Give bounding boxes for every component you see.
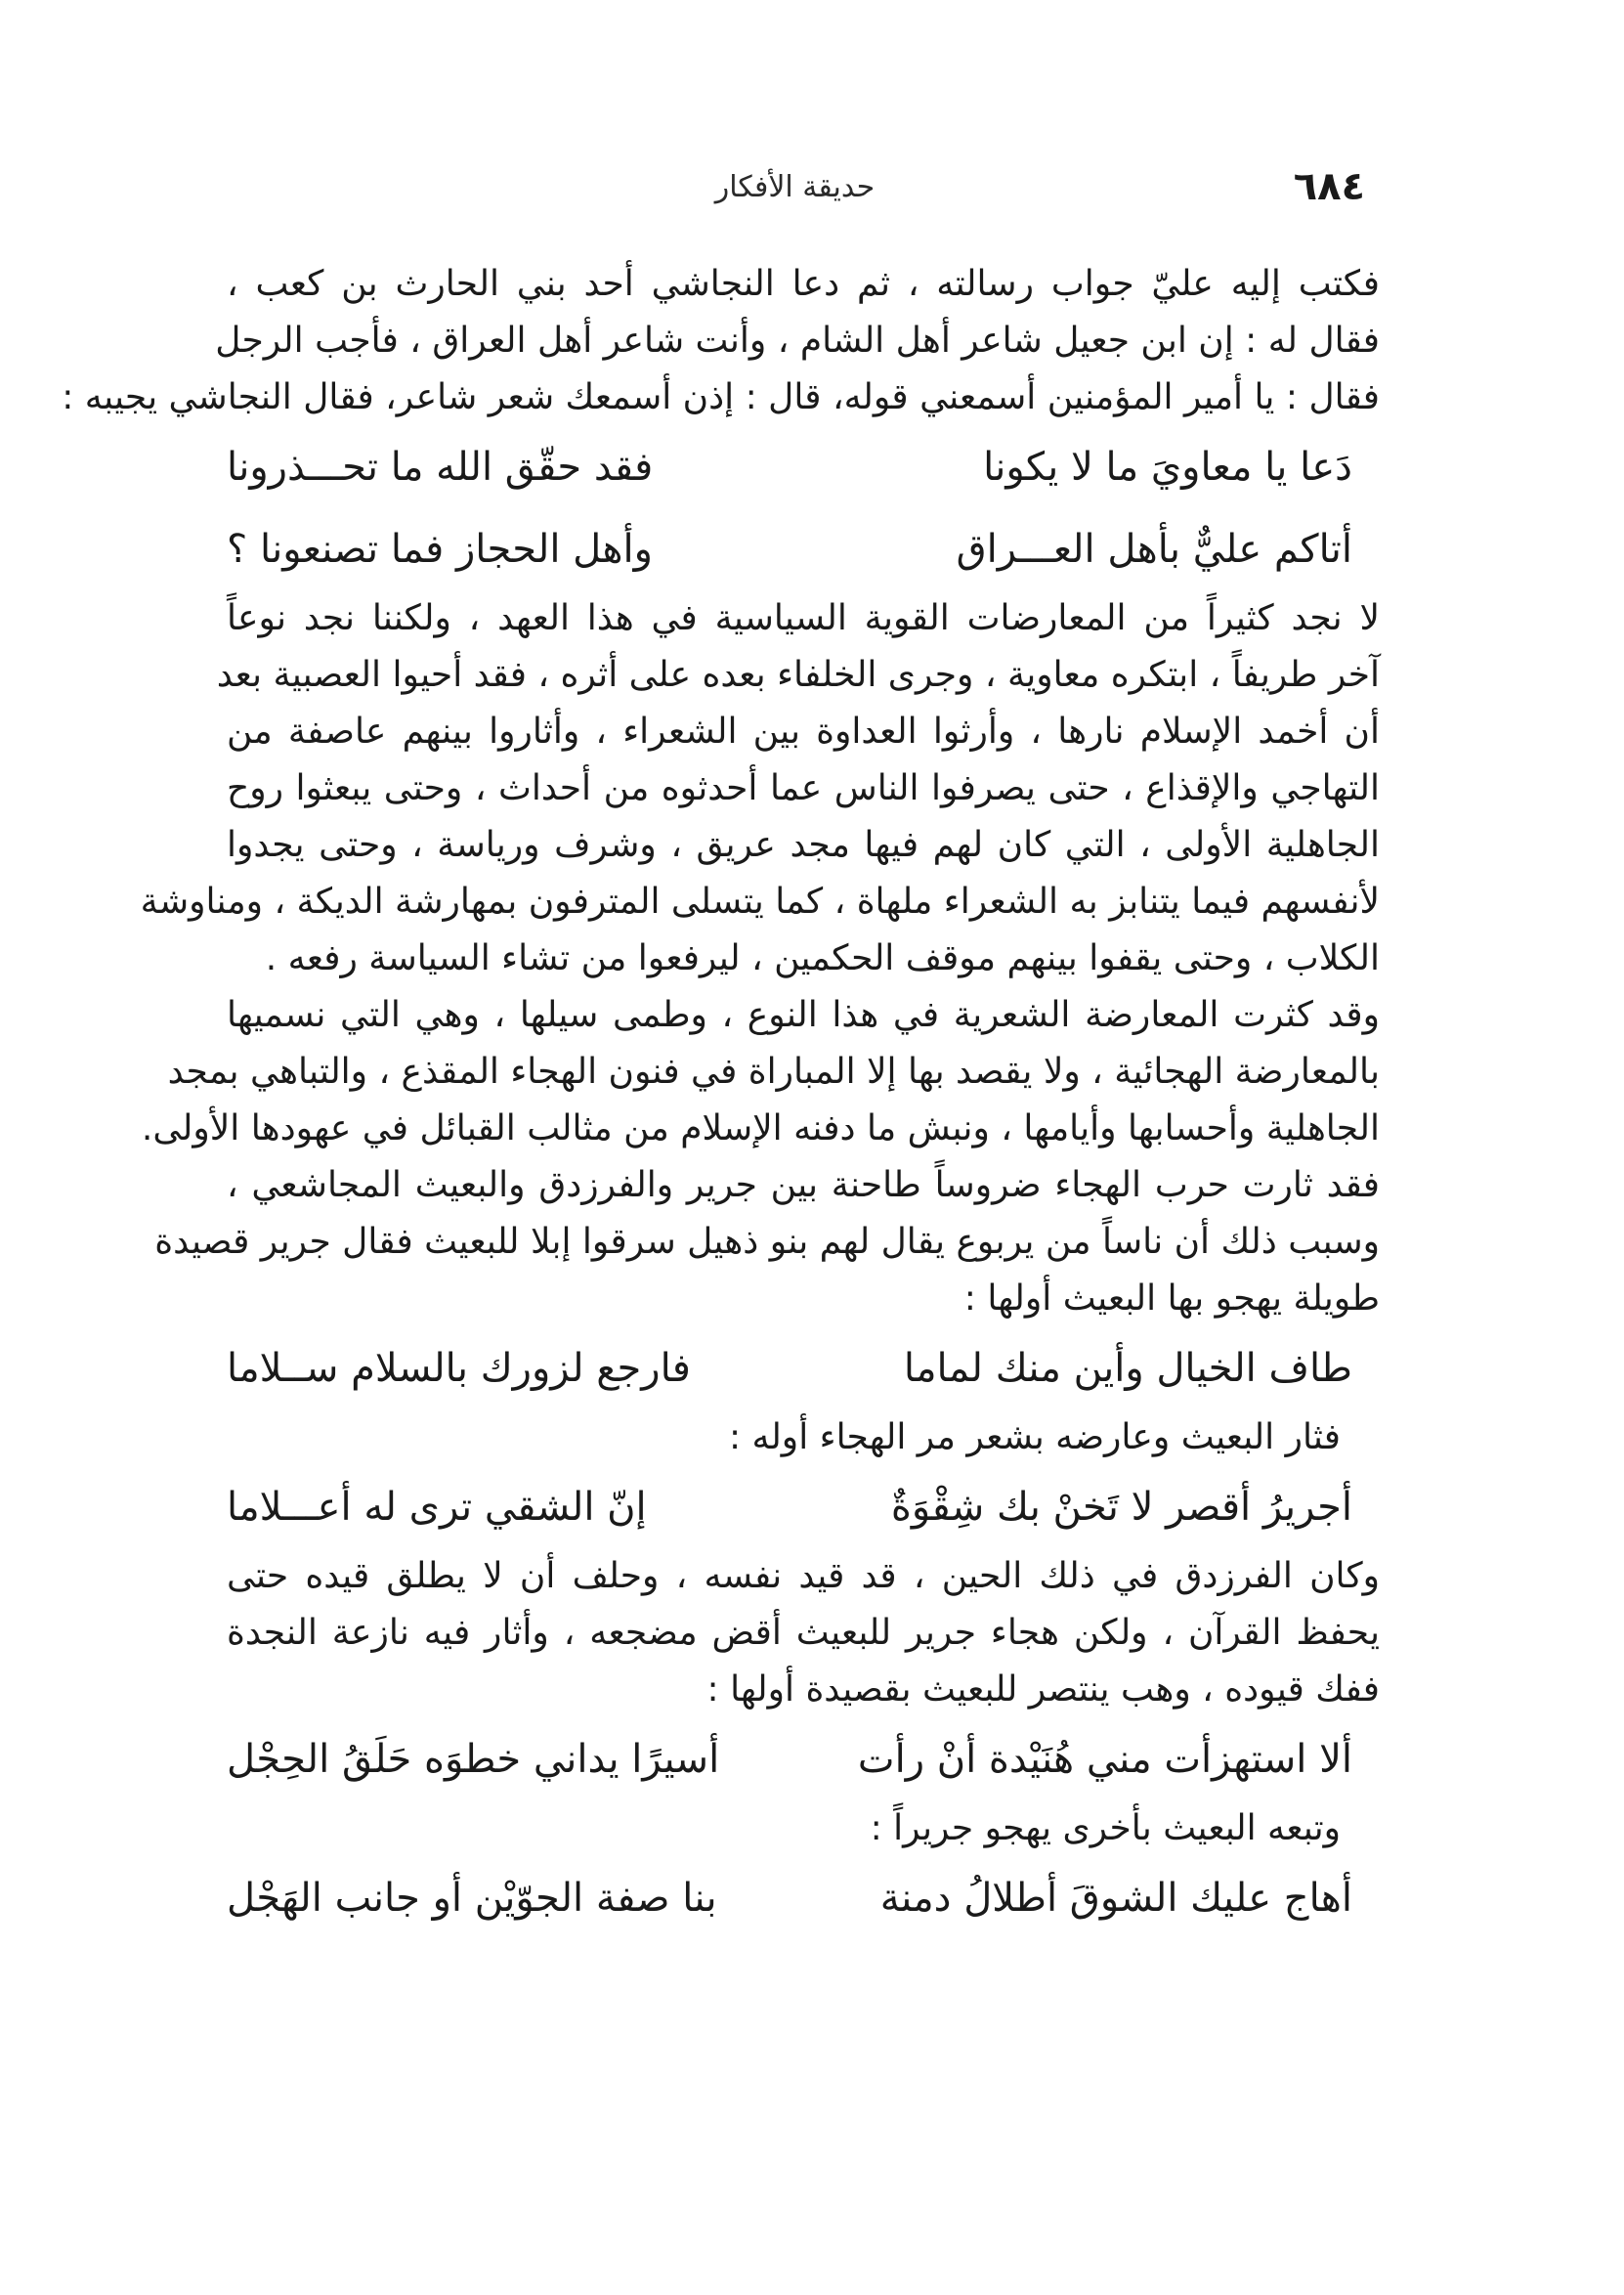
- verse-first-hemistich: أتاكم عليٌّ بأهل العـــراق: [956, 527, 1352, 572]
- verse-second-hemistich: إنّ الشقي ترى له أعـــلاما: [227, 1485, 647, 1530]
- text-line: الجاهلية وأحسابها وأيامها ، ونبش ما دفنه الإسلام من مثالب القبائل في عهودها الأولى.: [141, 1108, 1380, 1148]
- text-line: لا نجد كثيراً من المعارضات القوية السياسية في هذا العهد ، ولكننا نجد نوعاً: [227, 598, 1380, 638]
- page-body: [62, 256, 1380, 1939]
- verse-second-hemistich: فارجع لزورك بالسلام ســلاما: [227, 1346, 691, 1391]
- text-line: فقد ثارت حرب الهجاء ضروساً طاحنة بين جرير والفرزدق والبعيث المجاشعي ،: [227, 1165, 1380, 1205]
- verse-line: [227, 426, 1380, 508]
- text-line: التهاجي والإقذاع ، حتى يصرفوا الناس عما أحدثوه من أحداث ، وحتى يبعثوا روح: [227, 768, 1380, 808]
- text-line: أن أخمد الإسلام نارها ، وأرثوا العداوة بين الشعراء ، وأثاروا بينهم عاصفة من: [227, 712, 1380, 752]
- verse-second-hemistich: فقد حقّق الله ما تحـــذرونا: [227, 445, 654, 490]
- text-line: فكتب إليه عليّ جواب رسالته ، ثم دعا النجاشي أحد بني الحارث بن كعب ،: [227, 264, 1380, 304]
- text-line: لأنفسهم فيما يتنابز به الشعراء ملهاة ، كما يتسلى المترفون بمهارشة الديكة ، ومناوشة: [140, 882, 1380, 922]
- verse-second-hemistich: وأهل الحجاز فما تصنعونا ؟: [227, 527, 653, 572]
- text-line: آخر طريفاً ، ابتكره معاوية ، وجرى الخلفاء بعده على أثره ، فقد أحيوا العصبية بعد: [216, 655, 1380, 695]
- poem-1: [227, 426, 1380, 590]
- verse-second-hemistich: بنا صفة الجوّيْن أو جانب الهَجْل: [227, 1876, 717, 1921]
- text-line: ففك قيوده ، وهب ينتصر للبعيث بقصيدة أولها :: [706, 1669, 1380, 1710]
- verse-first-hemistich: أهاج عليك الشوقَ أطلالُ دمنة: [879, 1876, 1352, 1921]
- paragraph-5: [227, 1548, 1380, 1718]
- text-line: فثار البعيث وعارضه بشعر مر الهجاء أوله :: [728, 1417, 1341, 1457]
- verse-second-hemistich: أسيرًا يداني خطوَه حَلَقُ الحِجْل: [227, 1737, 720, 1782]
- page-header: [225, 164, 1365, 223]
- page-number: ٦٨٤: [1293, 164, 1365, 209]
- paragraph-4: [154, 1157, 1380, 1327]
- text-line: وكان الفرزدق في ذلك الحين ، قد قيد نفسه ، وحلف أن لا يطلق قيده حتى: [227, 1556, 1380, 1596]
- text-line: يحفظ القرآن ، ولكن هجاء جرير للبعيث أقض مضجعه ، وأثار فيه نازعة النجدة: [227, 1613, 1380, 1653]
- text-line: وتبعه البعيث بأخرى يهجو جريراً :: [870, 1808, 1341, 1848]
- verse-first-hemistich: ألا استهزأت مني هُنَيْدة أنْ رأت: [857, 1737, 1352, 1782]
- verse-line: [227, 1327, 1380, 1409]
- verse-first-hemistich: طاف الخيال وأين منك لماما: [903, 1346, 1352, 1391]
- text-line: فقال له : إن ابن جعيل شاعر أهل الشام ، وأنت شاعر أهل العراق ، فأجب الرجل: [215, 321, 1380, 361]
- text-line: فقال : يا أمير المؤمنين أسمعني قوله، قال : إذن أسمعك شعر شاعر، فقال النجاشي يجيبه :: [62, 377, 1380, 417]
- running-title: حديقة الأفكار: [714, 170, 876, 204]
- text-line: بالمعارضة الهجائية ، ولا يقصد بها إلا المباراة في فنون الهجاء المقذع ، والتباهي بمجد: [167, 1052, 1380, 1092]
- text-line: وقد كثرت المعارضة الشعرية في هذا النوع ، وطمى سيلها ، وهي التي نسميها: [227, 995, 1380, 1035]
- text-line: وسبب ذلك أن ناساً من يربوع يقال لهم بنو ذهيل سرقوا إبلا للبعيث فقال جرير قصيدة: [154, 1222, 1380, 1262]
- text-line: الجاهلية الأولى ، التي كان لهم فيها مجد عريق ، وشرف ورياسة ، وحتى يجدوا: [227, 825, 1380, 865]
- verse-line: [227, 1718, 1380, 1800]
- paragraph-1: [62, 256, 1380, 426]
- verse-first-hemistich: دَعا يا معاويَ ما لا يكونا: [983, 445, 1352, 490]
- text-line: طويلة يهجو بها البعيث أولها :: [963, 1278, 1380, 1319]
- verse-line: [227, 508, 1380, 590]
- text-line: الكلاب ، وحتى يقفوا بينهم موقف الحكمين ، ليرفعوا من تشاء السياسة رفعه .: [265, 938, 1380, 978]
- paragraph-2: [140, 590, 1380, 987]
- verse-line: [227, 1857, 1380, 1939]
- verse-line: [227, 1466, 1380, 1548]
- verse-first-hemistich: أجريرُ أقصر لا تَخنْ بك شِقْوَةٌ: [890, 1485, 1352, 1530]
- paragraph-3: [141, 987, 1380, 1157]
